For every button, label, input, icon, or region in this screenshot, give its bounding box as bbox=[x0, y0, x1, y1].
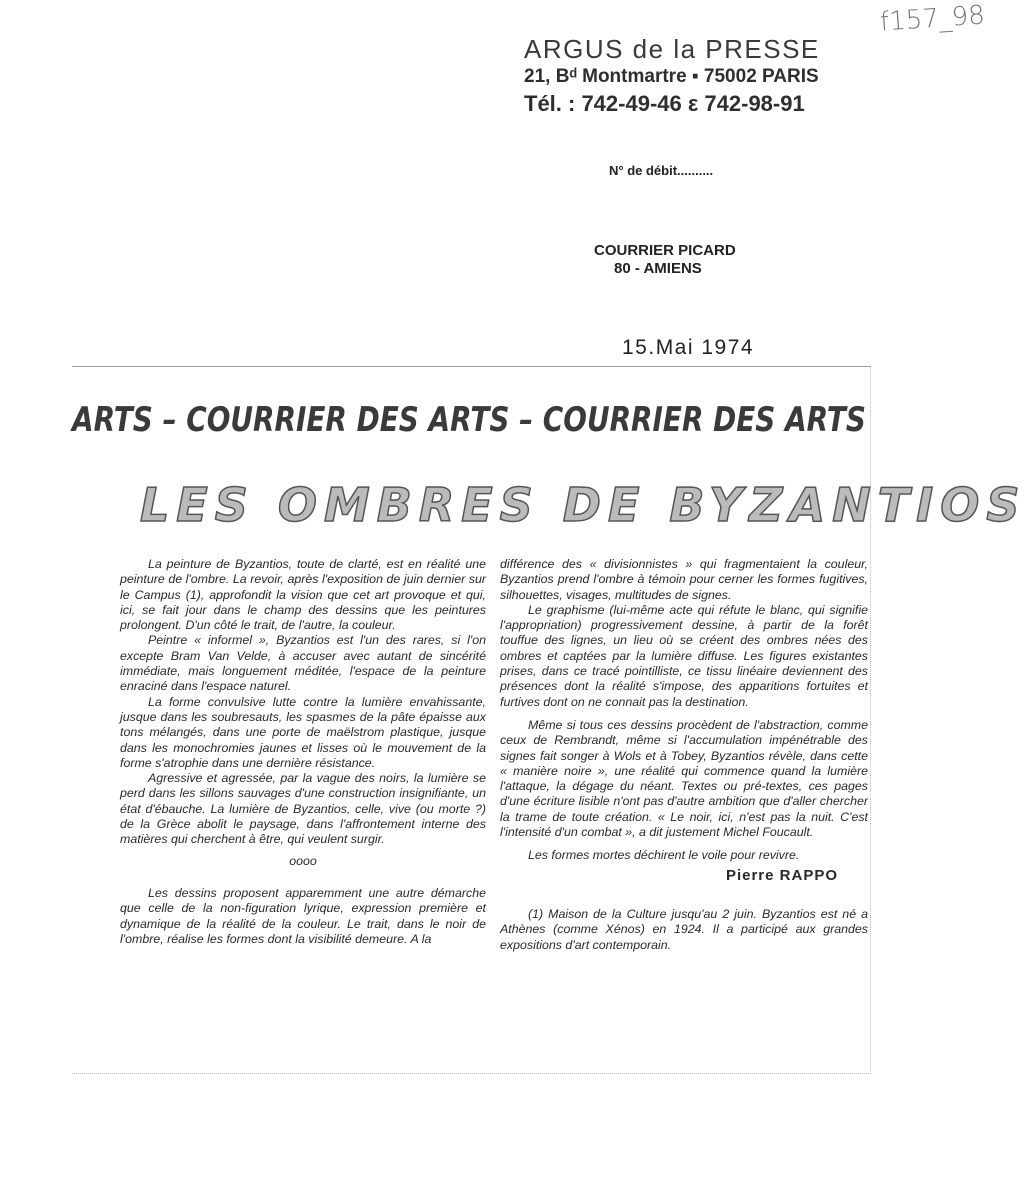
author-signature: Pierre RAPPO bbox=[725, 866, 838, 884]
newspaper-city: 80 - AMIENS bbox=[614, 260, 702, 277]
paragraph: Agressive et agressée, par la vague des noirs, la lumière se perd dans les sillons sauvages d'une construction insignifiante, un état d'ébauche. La lumière de Byzantios, celle, vive (ou morte ?) de la Grèce abolit le paysage, dans l'affrontement interne des matières qui cherchent à être, qui veulent surgir. bbox=[120, 771, 486, 847]
newspaper-stamp bbox=[594, 242, 736, 278]
article-title: LES OMBRES DE BYZANTIOS bbox=[140, 478, 1027, 532]
paragraph: Même si tous ces dessins procèdent de l'abstraction, comme ceux de Rembrandt, même si l'accumulation impénétrable des signes fait songer à Wols et à Tobey, Byzantios révèle, dans cette « manière noire », une réalité qui commence quand la lumière l'attaque, la dégage du néant. Textes ou pré-textes, ces pages d'une écriture lisible n'ont pas d'autre ambition que d'aller chercher la trame de toute création. « Le noir, ici, n'est pas la nuit. C'est l'intensité d'un combat », a dit justement Michel Foucault. bbox=[500, 717, 868, 840]
agency-address: 21, Bᵈ Montmartre ▪ 75002 PARIS bbox=[524, 66, 819, 87]
paragraph: Le graphisme (lui-même acte qui réfute le blanc, qui signifie l'appropriation) progressivement dessine, à partir de la forêt touffue des lignes, un lieu où se créent des ombres nées des ombres et captées par la lumière diffuse. Les figures existantes prises, dans ce tracé pointilliste, ce tissu linéaire deviennent des présences dont la réalité s'impose, des apparitions fortuites et furtives dont on ne connait pas la destination. bbox=[500, 602, 868, 709]
agency-name: ARGUS de la PRESSE bbox=[524, 34, 820, 64]
paragraph: différence des « divisionnistes » qui fragmentaient la couleur, Byzantios prend l'ombre à témoin pour cerner les formes fugitives, silhouettes, visages, multitudes de signes. bbox=[500, 557, 868, 602]
section-separator: oooo bbox=[289, 853, 317, 868]
paragraph: La peinture de Byzantios, toute de clarté, est en réalité une peinture de l'ombre. La revoir, après l'exposition de juin dernier sur le Campus (1), approfondit la vision que cet art provoque et qui, ici, se fait jour dans le champ des dessins que les peintures prolongent. D'un côté le trait, de l'autre, la couleur. bbox=[120, 557, 486, 633]
paragraph: Les dessins proposent apparemment une autre démarche que celle de la non-figuration lyrique, expression première et dynamique de la réalité de la couleur. Le trait, dans le noir de l'ombre, réalise les formes dont la visibilité demeure. A la bbox=[120, 885, 486, 946]
press-agency-stamp bbox=[524, 34, 820, 118]
paragraph: Les formes mortes déchirent le voile pour revivre. bbox=[528, 848, 800, 863]
newspaper-name: COURRIER PICARD bbox=[594, 242, 736, 259]
footnote: (1) Maison de la Culture jusqu'au 2 juin. Byzantios est né a Athènes (comme Xénos) en 1924. Il a participé aux grandes expositions d'art contemporain. bbox=[500, 906, 868, 952]
paragraph: Peintre « informel », Byzantios est l'un des rares, si l'on excepte Bram Van Velde, à accuser avec autant de sincérité immédiate, mais longuement méditée, l'espace de la peinture enraciné dans l'espace naturel. bbox=[120, 633, 486, 694]
article-column-right bbox=[500, 557, 868, 953]
debit-number: N° de débit.......... bbox=[609, 163, 714, 178]
section-banner: ARTS – COURRIER DES ARTS – COURRIER DES ARTS bbox=[72, 400, 866, 440]
agency-phone: Tél. : 742-49-46 ε 742-98-91 bbox=[524, 91, 805, 116]
handwritten-reference: f157_98 bbox=[879, 0, 986, 38]
article-column-left bbox=[120, 557, 486, 947]
paragraph: La forme convulsive lutte contre la lumière envahissante, jusque dans les soubresauts, les spasmes de la pâte épaisse aux tons mélangés, dans une porte de maëlstrom plastique, jusque dans les monochromies jaunes et lisses où le mouvement de la forme s'atrophie dans une dernière résistance. bbox=[120, 694, 486, 770]
publication-date: 15.Mai 1974 bbox=[622, 336, 755, 359]
